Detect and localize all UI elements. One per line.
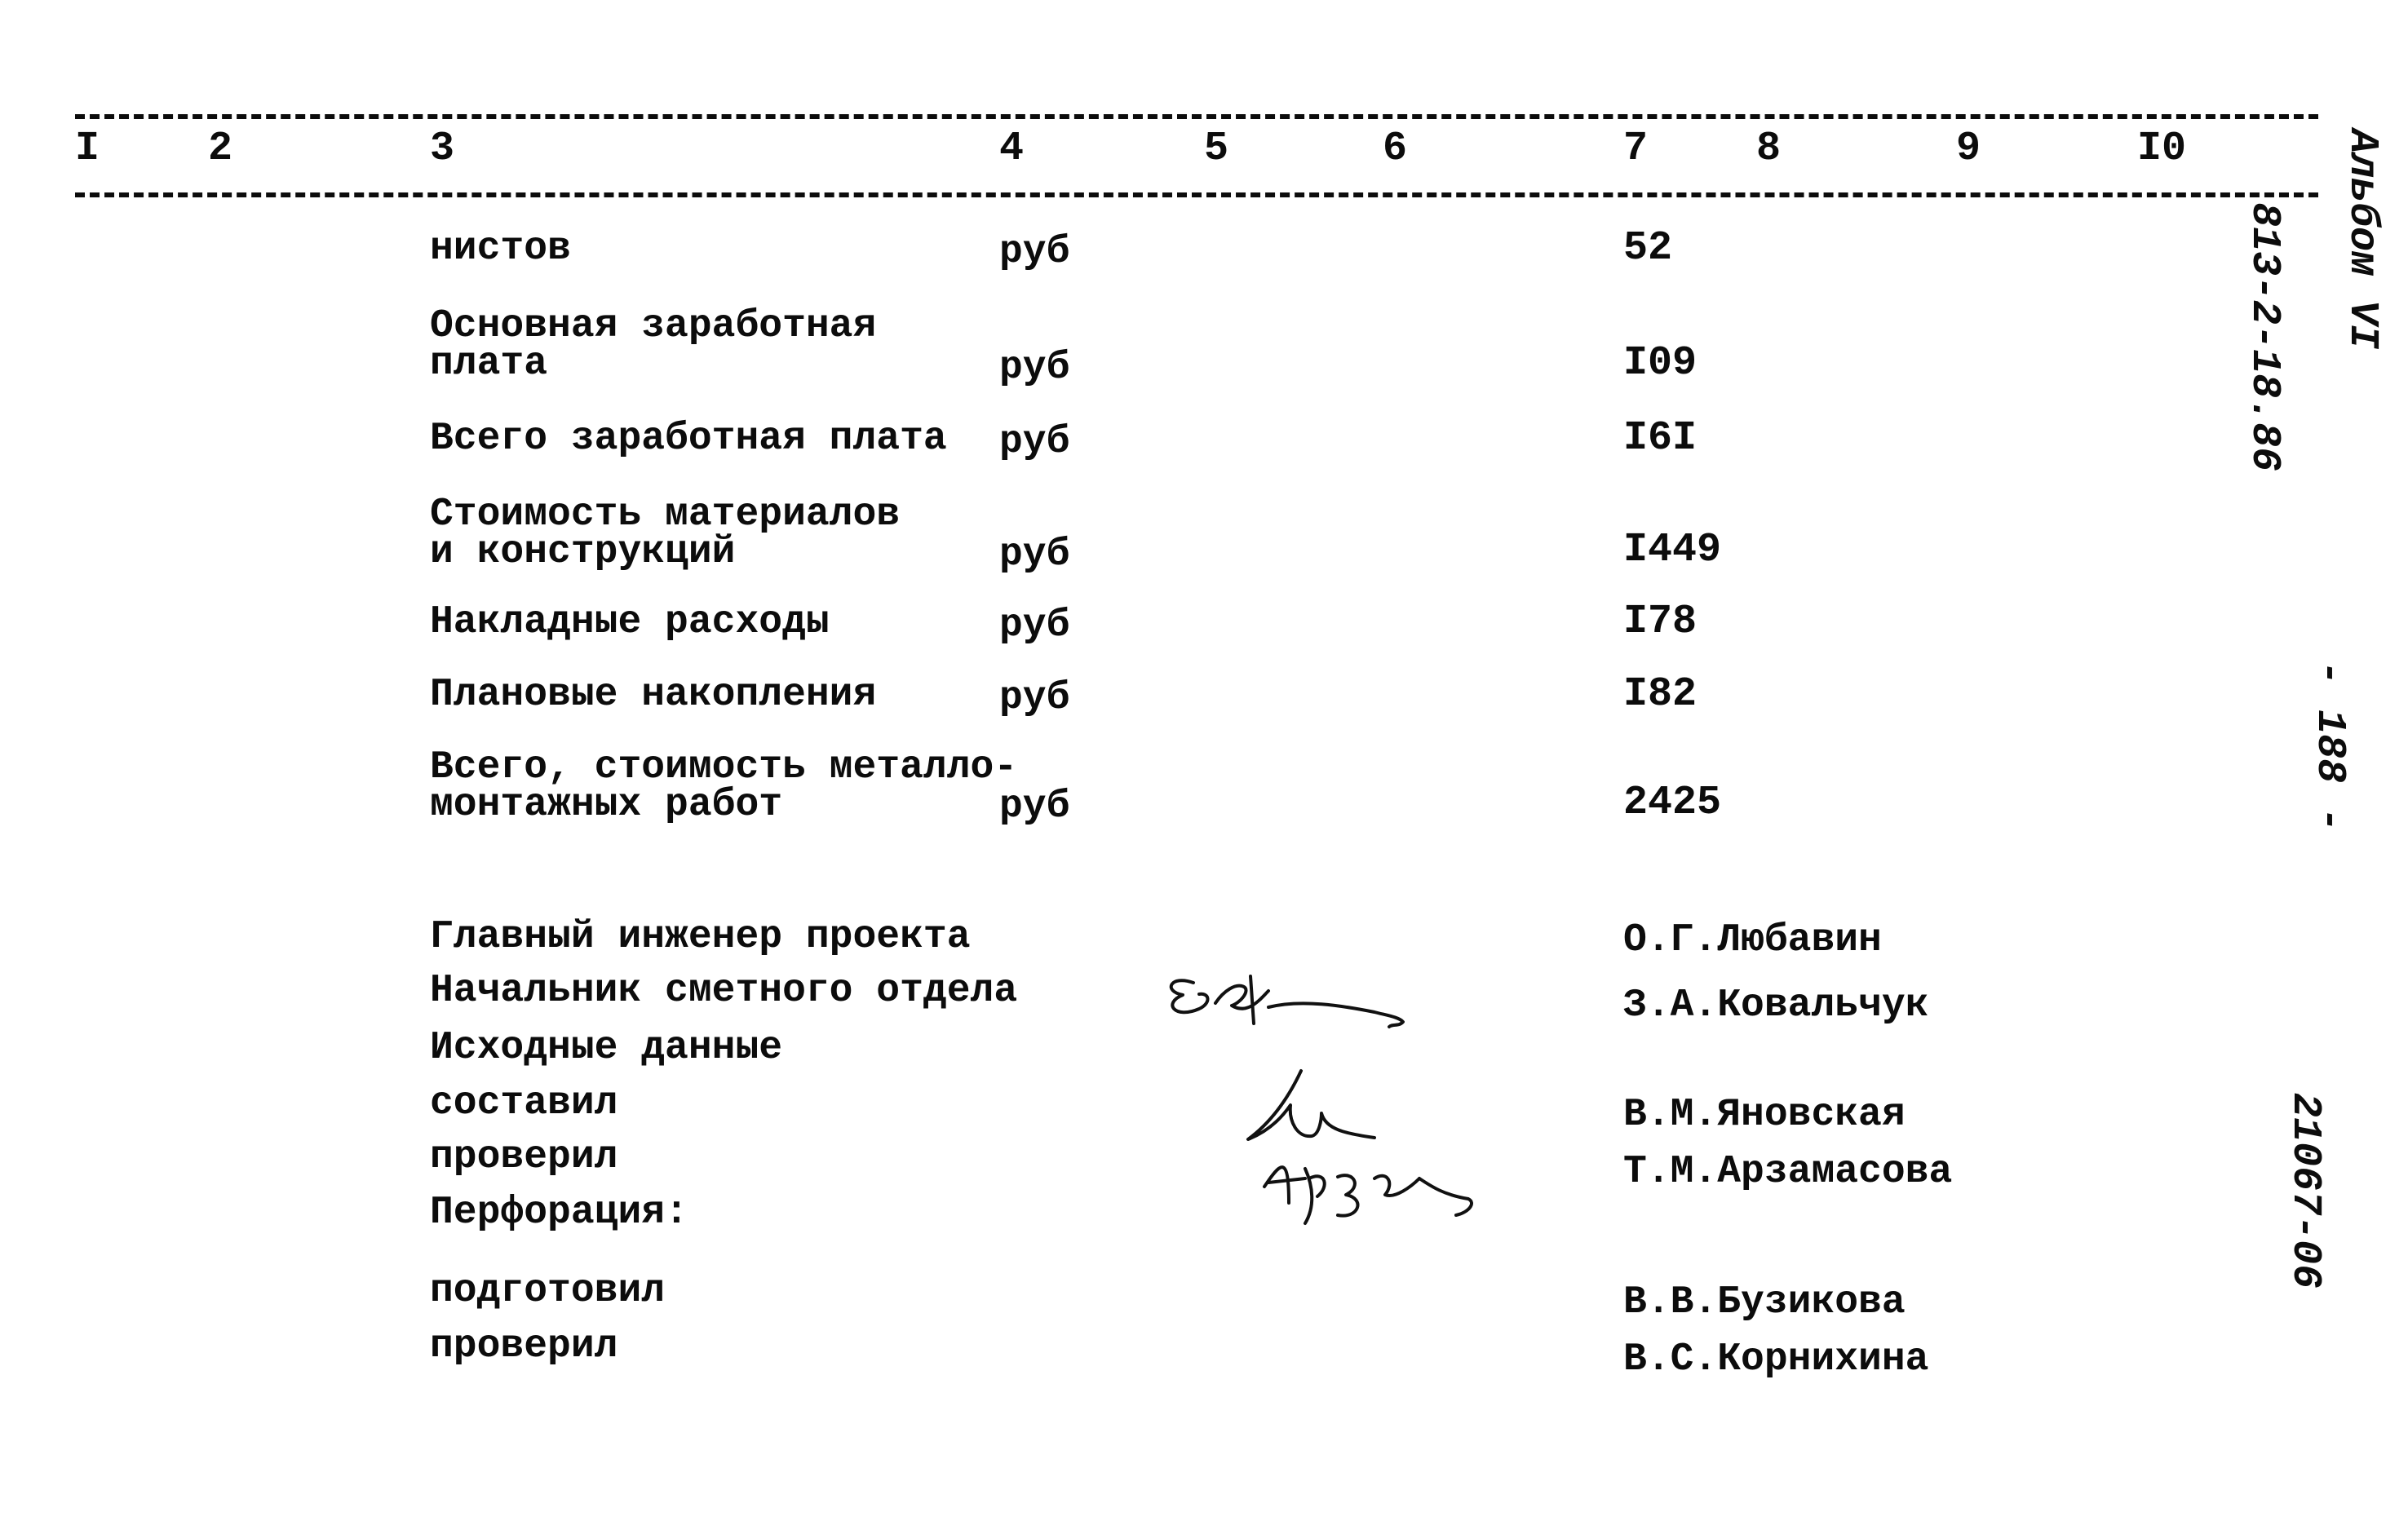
row-value: I449 [1623,527,1722,573]
row-value: 2425 [1623,780,1722,826]
handwritten-signature [1154,958,1415,1040]
row-unit: руб [999,346,1070,390]
signatory-role: подготовил [430,1269,666,1313]
signatory-name: З.А.Ковальчук [1623,984,1929,1028]
page-number: - 188 - [2306,661,2353,833]
signatory-name: В.С.Корнихина [1623,1338,1929,1382]
margin-album-reference: Альбом VI [2339,129,2385,350]
signatory-role: составил [430,1081,618,1125]
row-value: I09 [1623,340,1698,387]
row-label: Основная заработная плата [430,304,877,386]
signatory-name: В.М.Яновская [1623,1093,1906,1137]
column-number-3: 3 [430,126,455,172]
row-unit: руб [999,533,1070,577]
row-label: Стоимость материалов и конструкций [430,493,901,574]
signatory-name: О.Г.Любавин [1623,918,1882,962]
signatory-role: Исходные данные [430,1026,783,1070]
column-number-6: 6 [1383,126,1408,172]
margin-order-code: 21067-06 [2282,1093,2328,1289]
signatory-role: Главный инженер проекта [430,915,971,959]
row-unit: руб [999,420,1070,464]
row-unit: руб [999,676,1070,720]
column-number-2: 2 [208,126,233,172]
margin-series-code: 813-2-18.86 [2241,202,2287,472]
row-label: Плановые накопления [430,673,877,717]
row-value: I78 [1623,599,1698,645]
column-number-10: I0 [2137,126,2187,172]
signatory-name: В.В.Бузикова [1623,1280,1906,1324]
signatory-role: Перфорация: [430,1191,688,1235]
row-unit: руб [999,604,1070,648]
column-number-4: 4 [999,126,1025,172]
row-label: Накладные расходы [430,600,830,644]
column-number-5: 5 [1204,126,1229,172]
header-top-rule [75,114,2318,119]
row-label: нистов [430,227,571,271]
row-value: I82 [1623,671,1698,718]
row-label: Всего заработная плата [430,417,947,461]
row-unit: руб [999,785,1070,829]
row-unit: руб [999,230,1070,274]
column-number-1: I [75,126,100,172]
row-label: Всего, стоимость металло- монтажных работ [430,745,1018,827]
signatory-role: Начальник сметного отдела [430,969,1018,1013]
column-number-8: 8 [1756,126,1782,172]
handwritten-signature [1224,1064,1501,1244]
column-number-9: 9 [1956,126,1981,172]
signatory-role: проверил [430,1135,618,1179]
column-number-7: 7 [1623,126,1649,172]
signatory-name: Т.М.Арзамасова [1623,1150,1953,1194]
header-bottom-rule [75,192,2318,197]
row-value: 52 [1623,225,1673,272]
signatory-role: проверил [430,1324,618,1368]
row-value: I6I [1623,415,1698,462]
